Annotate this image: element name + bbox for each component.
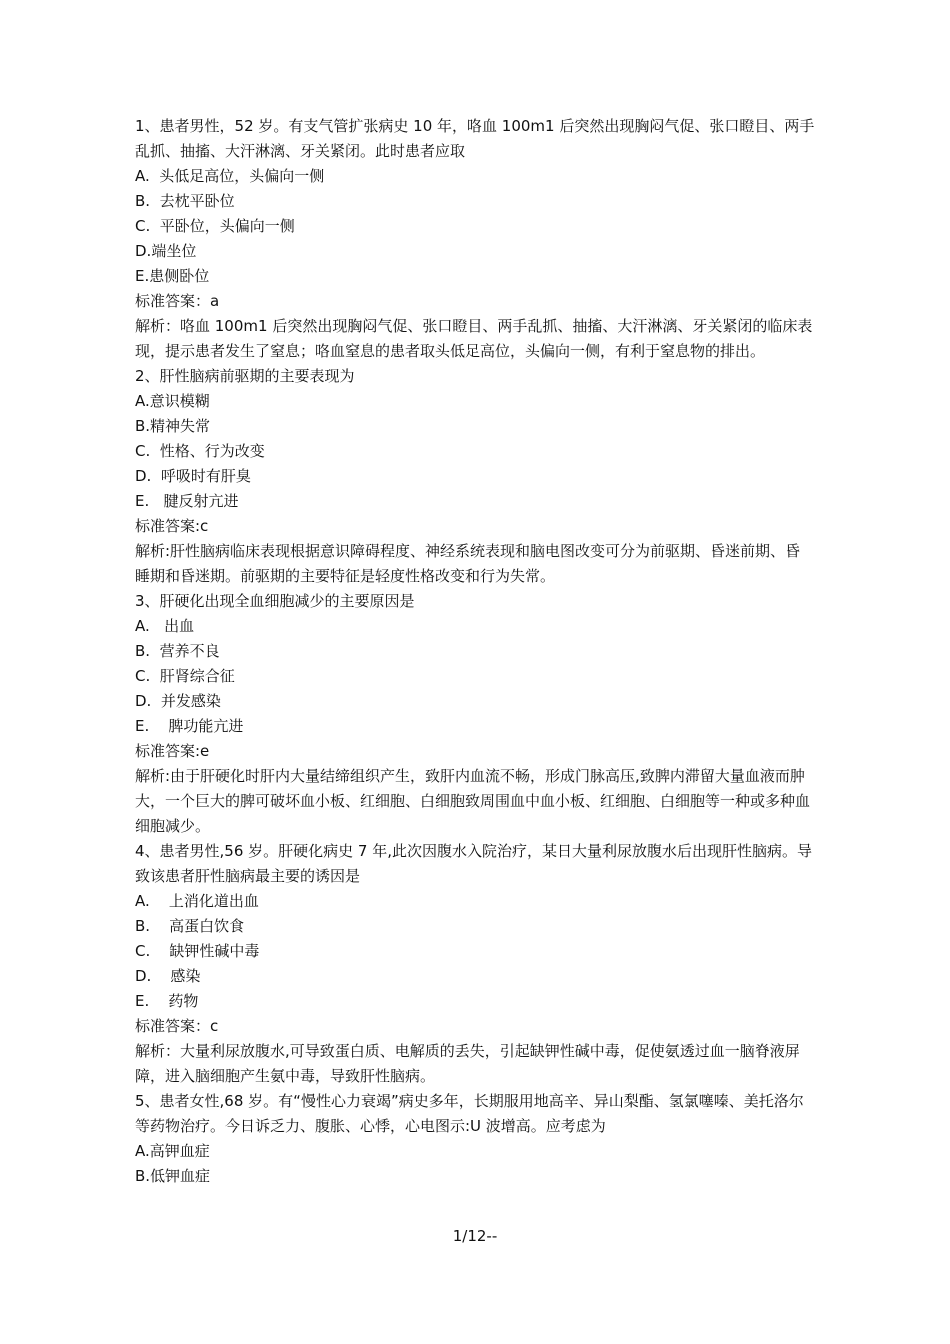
text-line: E. 腱反射亢进 (135, 492, 239, 510)
text-line: E. 药物 (135, 992, 199, 1010)
text-line: A. 头低足高位，头偏向一侧 (135, 167, 325, 185)
text-line: A. 出血 (135, 617, 195, 635)
text-line: E. 脾功能亢进 (135, 717, 244, 735)
text-line: B. 去枕平卧位 (135, 192, 235, 210)
text-line: A. 上消化道出血 (135, 892, 259, 910)
text-line: 标准答案:c (135, 517, 209, 535)
text-line: E.患侧卧位 (135, 267, 210, 285)
page-number: 1/12-- (452, 1227, 498, 1245)
text-line: 标准答案：c (135, 1017, 219, 1035)
text-line: B. 高蛋白饮食 (135, 917, 245, 935)
text-line: 3、肝硬化出现全血细胞减少的主要原因是 (135, 592, 415, 610)
text-line: A.意识模糊 (135, 392, 210, 410)
text-line: C. 缺钾性碱中毒 (135, 942, 260, 960)
text-line: A.高钾血症 (135, 1142, 210, 1160)
document-body (135, 114, 815, 1189)
text-line: 4、患者男性,56 岁。肝硬化病史 7 年,此次因腹水入院治疗，某日大量利尿放腹水后出现肝性脑病。导致该患者肝性脑病最主要的诱因是 (135, 842, 813, 885)
text-line: D. 呼吸时有肝臭 (135, 467, 251, 485)
text-line: 标准答案:e (135, 742, 210, 760)
text-line: 解析:肝性脑病临床表现根据意识障碍程度、神经系统表现和脑电图改变可分为前驱期、昏迷前期、昏睡期和昏迷期。前驱期的主要特征是轻度性格改变和行为失常。 (135, 542, 801, 585)
text-line: C. 肝肾综合征 (135, 667, 235, 685)
text-line: 解析:由于肝硬化时肝内大量结缔组织产生，致肝内血流不畅，形成门脉高压,致脾内滞留大量血液而肿大，一个巨大的脾可破坏血小板、红细胞、白细胞致周围血中血小板、红细胞、白细胞等一种或多种血细胞减少。 (135, 767, 811, 835)
text-line: 解析：咯血 100m1 后突然出现胸闷气促、张口瞪目、两手乱抓、抽搐、大汗淋漓、牙关紧闭的临床表现，提示患者发生了窒息；咯血窒息的患者取头低足高位，头偏向一侧，有利于窒息物的排出。 (135, 317, 813, 360)
text-line: 标准答案：a (135, 292, 220, 310)
text-line: 5、患者女性,68 岁。有“慢性心力衰竭”病史多年，长期服用地高辛、异山梨酯、氢氯噻嗪、美托洛尔等药物治疗。今日诉乏力、腹胀、心悸，心电图示:U 波增高。应考虑为 (135, 1092, 804, 1135)
text-line: D. 并发感染 (135, 692, 221, 710)
text-line: B.低钾血症 (135, 1167, 211, 1185)
text-line: C. 平卧位，头偏向一侧 (135, 217, 295, 235)
text-line: 解析：大量利尿放腹水,可导致蛋白质、电解质的丢失，引起缺钾性碱中毒，促使氨透过血一脑脊液屏障，进入脑细胞产生氨中毒，导致肝性脑病。 (135, 1042, 800, 1085)
text-line: B.精神失常 (135, 417, 211, 435)
text-line: D.端坐位 (135, 242, 197, 260)
text-line: B. 营养不良 (135, 642, 220, 660)
text-line: 2、肝性脑病前驱期的主要表现为 (135, 367, 355, 385)
text-line: C. 性格、行为改变 (135, 442, 265, 460)
text-line: D. 感染 (135, 967, 201, 985)
text-line: 1、患者男性，52 岁。有支气管扩张病史 10 年，咯血 100m1 后突然出现胸闷气促、张口瞪目、两手乱抓、抽搐、大汗淋漓、牙关紧闭。此时患者应取 (135, 117, 815, 160)
